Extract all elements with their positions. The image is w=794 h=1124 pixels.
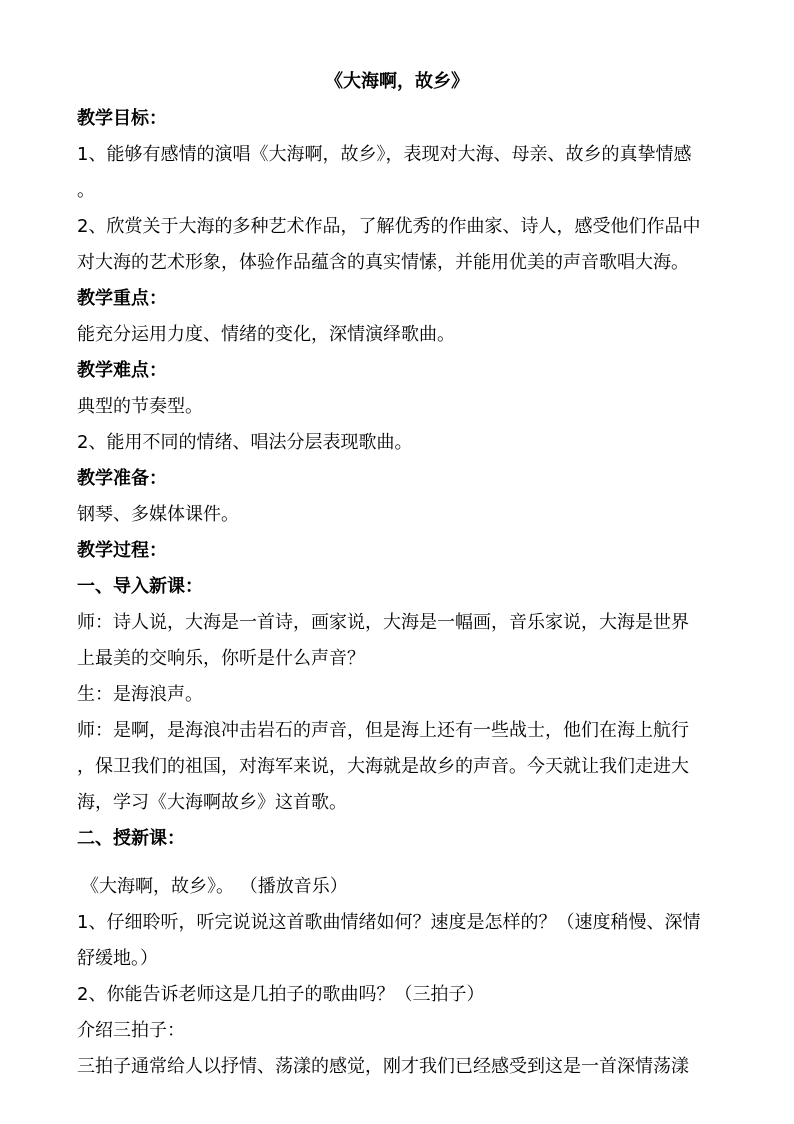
paragraph-line: 《大海啊，故乡》。 （播放音乐）	[81, 876, 348, 897]
paragraph-line: 海，学习《大海啊故乡》这首歌。	[77, 792, 347, 813]
paragraph-line: 能充分运用力度、情绪的变化，深情演绎歌曲。	[77, 324, 455, 345]
document-title: 《大海啊，故乡》	[325, 71, 469, 92]
heading-introduction: 一、导入新课：	[77, 576, 203, 597]
heading-teaching-process: 教学过程：	[77, 540, 167, 561]
paragraph-line: 。	[77, 180, 95, 201]
heading-teaching-goals: 教学目标：	[77, 108, 167, 129]
paragraph-line: 上最美的交响乐，你听是什么声音？	[77, 648, 365, 669]
paragraph-line: 典型的节奏型。	[77, 396, 203, 417]
paragraph-line: 2、欣赏关于大海的多种艺术作品，了解优秀的作曲家、诗人，感受他们作品中	[77, 216, 701, 237]
paragraph-line: 1、能够有感情的演唱《大海啊，故乡》，表现对大海、母亲、故乡的真挚情感	[77, 144, 692, 165]
paragraph-line: 三拍子通常给人以抒情、荡漾的感觉，刚才我们已经感受到这是一首深情荡漾	[77, 1056, 689, 1077]
paragraph-line: 生：是海浪声。	[77, 684, 203, 705]
heading-difficult-points: 教学难点：	[77, 360, 167, 381]
paragraph-line: 师：诗人说，大海是一首诗，画家说，大海是一幅画，音乐家说，大海是世界	[77, 612, 689, 633]
paragraph-line: 舒缓地。）	[77, 948, 158, 969]
paragraph-line: 钢琴、多媒体课件。	[77, 504, 239, 525]
heading-new-lesson: 二、授新课：	[77, 828, 185, 849]
paragraph-line: 2、你能告诉老师这是几拍子的歌曲吗？（三拍子）	[77, 984, 485, 1005]
heading-preparation: 教学准备：	[77, 468, 167, 489]
paragraph-line: 对大海的艺术形象，体验作品蕴含的真实情愫，并能用优美的声音歌唱大海。	[77, 252, 689, 273]
paragraph-line: 2、能用不同的情绪、唱法分层表现歌曲。	[77, 432, 413, 453]
paragraph-line: 1、仔细聆听，听完说说这首歌曲情绪如何？速度是怎样的？（速度稍慢、深情	[77, 912, 701, 933]
paragraph-line: 介绍三拍子：	[77, 1020, 185, 1041]
paragraph-line: ，保卫我们的祖国，对海军来说，大海就是故乡的声音。今天就让我们走进大	[77, 756, 689, 777]
paragraph-line: 师：是啊，是海浪冲击岩石的声音，但是海上还有一些战士，他们在海上航行	[77, 720, 689, 741]
heading-key-points: 教学重点：	[77, 288, 167, 309]
